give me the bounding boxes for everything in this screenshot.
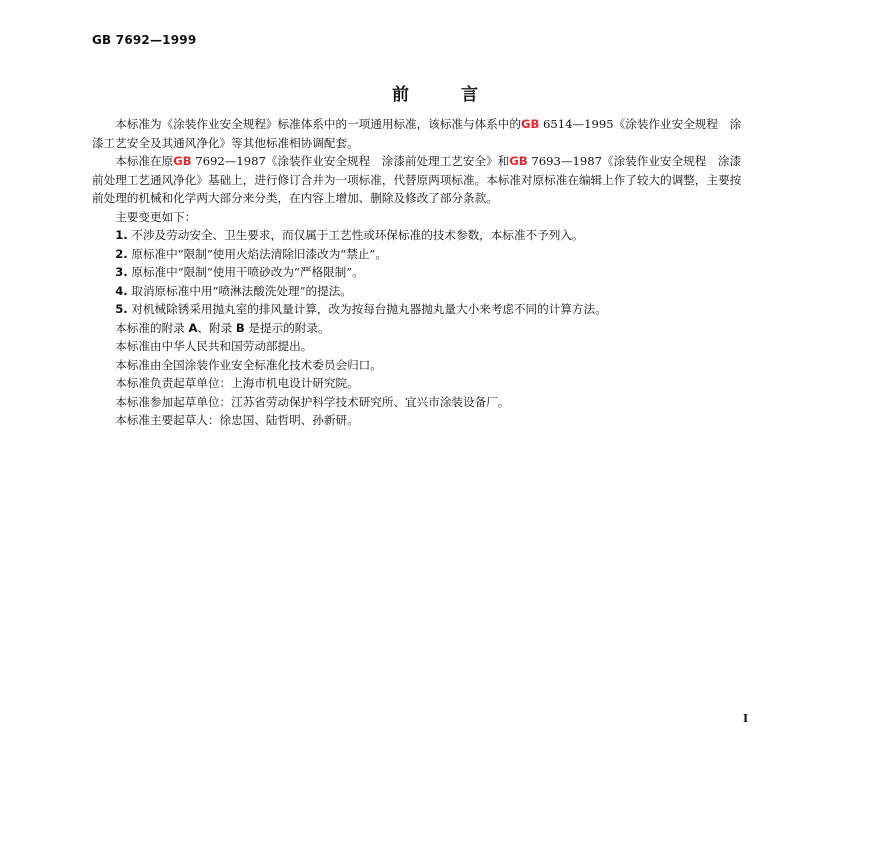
paragraph-proposer: 本标准由中华人民共和国劳动部提出。 — [115, 339, 313, 353]
page-number: I — [743, 712, 749, 725]
page-title: 前言 — [392, 85, 530, 105]
gb-code-highlight: GB — [509, 154, 528, 168]
paragraph-drafting-unit: 本标准负责起草单位：上海市机电设计研究院。 — [115, 376, 359, 390]
change-item-text: 取消原标准中用“喷淋法酸洗处理”的提法。 — [127, 283, 352, 298]
document-body — [92, 115, 752, 430]
change-item-number: 2. — [115, 246, 128, 261]
paragraph-text: 7692—1987《涂装作业安全规程 涂漆前处理工艺安全》和 — [191, 154, 510, 168]
change-item-number: 4. — [115, 283, 128, 298]
change-item-text: 原标准中“限制”使用火焰法清除旧漆改为“禁止”。 — [127, 246, 387, 261]
paragraph-text: 7693—1987《涂装作业安全规程 涂漆前处理工艺通风净化》基础上，进行修订合并为一项标准，代替原两项标准。本标准对原标准在编辑上作了较大的调整，主要按前处理的机械和化学两大部分来分类，在内容上增加、删除及修改了部分条款。 — [92, 154, 742, 205]
change-item — [92, 263, 752, 282]
paragraph-intro — [92, 115, 752, 152]
change-item-text: 对机械除锈采用抛丸室的排风量计算，改为按每台抛丸器抛丸量大小来考虑不同的计算方法。 — [127, 302, 607, 316]
appendix-letter-a: A — [188, 320, 198, 335]
change-item-text: 原标准中“限制”使用干喷砂改为“严格限制”。 — [127, 265, 364, 279]
paragraph-drafters: 本标准主要起草人：徐忠国、陆哲明、孙新研。 — [115, 413, 359, 427]
change-item-text: 不涉及劳动安全、卫生要求，而仅属于工艺性或环保标准的技术参数，本标准不予列入。 — [127, 228, 584, 242]
change-item — [92, 245, 752, 264]
paragraph-participating-units: 本标准参加起草单位：江苏省劳动保护科学技术研究所、宜兴市涂装设备厂。 — [115, 394, 510, 409]
paragraph-changes-heading: 主要变更如下： — [115, 209, 197, 224]
paragraph-text: 是提示的附录。 — [244, 320, 330, 335]
gb-code-highlight: GB — [173, 154, 192, 168]
paragraph-committee: 本标准由全国涂装作业安全标准化技术委员会归口。 — [115, 357, 382, 372]
gb-code-highlight: GB — [520, 117, 540, 131]
paragraph-text: 本标准为《涂装作业安全规程》标准体系中的一项通用标准，该标准与体系中的 — [115, 117, 521, 131]
paragraph-text: 、附录 — [197, 320, 236, 335]
paragraph-basis — [92, 152, 752, 208]
change-item — [92, 300, 752, 319]
paragraph-text: 本标准的附录 — [115, 320, 189, 335]
paragraph-text: 本标准在原 — [115, 154, 174, 168]
change-item-number: 5. — [115, 302, 128, 316]
change-item — [92, 226, 752, 245]
paragraph-appendix — [92, 319, 752, 338]
appendix-letter-b: B — [235, 320, 245, 335]
paragraph-text: 6514—1995《涂装作业安全规程 涂漆工艺安全及其通风净化》等其他标准相协调配套。 — [92, 117, 742, 150]
change-item — [92, 282, 752, 301]
change-item-number: 1. — [115, 228, 128, 242]
standard-number-header: GB 7692—1999 — [92, 33, 197, 47]
change-item-number: 3. — [115, 265, 128, 279]
